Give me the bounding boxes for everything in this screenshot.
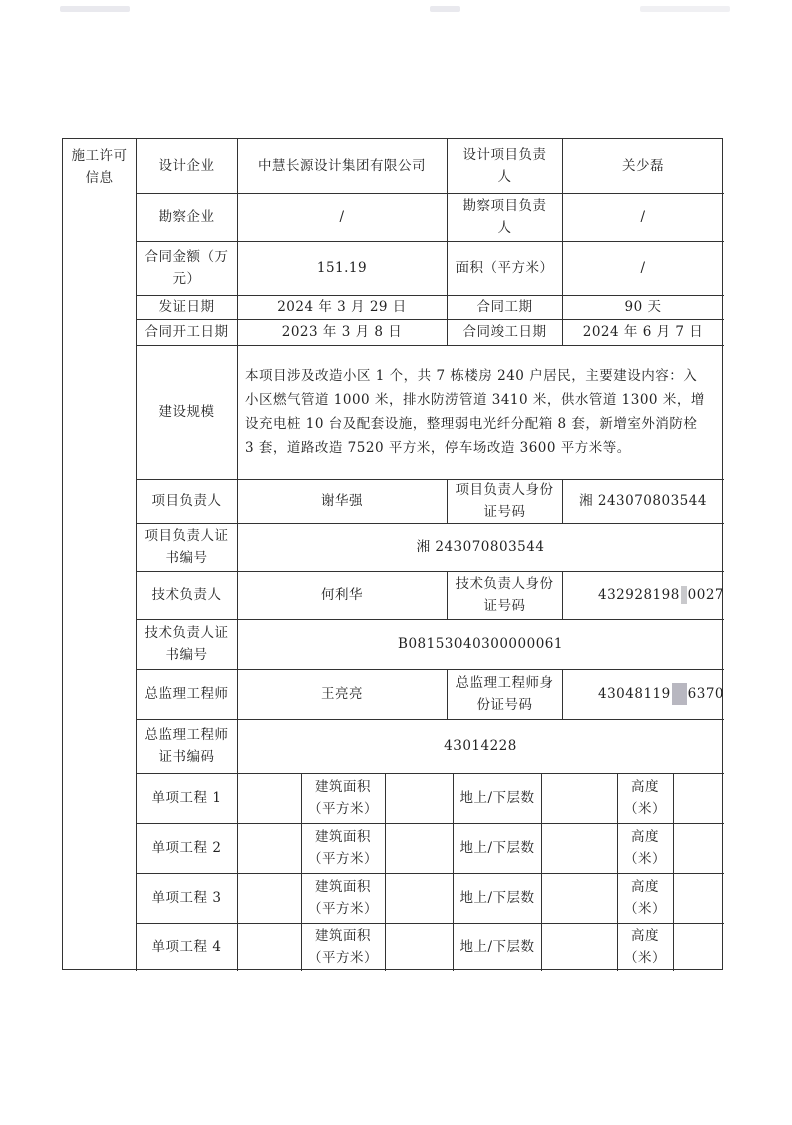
tech-lead-id-suffix: 0027 <box>687 587 724 603</box>
survey-company-value: / <box>339 209 345 225</box>
area-value: / <box>640 260 646 276</box>
survey-lead-value: / <box>640 209 646 225</box>
design-lead-value: 关少磊 <box>622 158 664 174</box>
sub-project-name: 单项工程 4 <box>151 939 222 955</box>
contract-amount-label: 合同金额（万元） <box>144 249 229 287</box>
tech-lead-label: 技术负责人 <box>151 587 222 603</box>
design-lead-label: 设计项目负责人 <box>462 147 547 185</box>
contract-period-label: 合同工期 <box>476 299 533 315</box>
height-label: 高度（米） <box>624 879 666 917</box>
floors-label: 地上/下层数 <box>459 840 535 856</box>
chief-supervisor-cert-label: 总监理工程师证书编码 <box>144 727 229 765</box>
design-company-label: 设计企业 <box>158 158 215 174</box>
tech-lead-id-prefix: 432928198 <box>598 587 680 603</box>
project-lead-label: 项目负责人 <box>151 493 222 509</box>
issue-date-value: 2024 年 3 月 29 日 <box>277 299 407 315</box>
building-area-label: 建筑面积（平方米） <box>308 928 378 966</box>
project-lead-cert-label: 项目负责人证书编号 <box>144 528 229 566</box>
issue-date-label: 发证日期 <box>158 299 215 315</box>
survey-company-label: 勘察企业 <box>158 209 215 225</box>
sub-project-name: 单项工程 2 <box>151 840 222 856</box>
chief-supervisor-id-suffix: 6370 <box>687 686 724 702</box>
height-label: 高度（米） <box>624 928 666 966</box>
chief-supervisor-id-prefix: 43048119 <box>598 686 671 702</box>
building-area-label: 建筑面积（平方米） <box>308 829 378 867</box>
redaction-block <box>672 683 687 705</box>
floors-label: 地上/下层数 <box>459 890 535 906</box>
design-company-value: 中慧长源设计集团有限公司 <box>258 158 426 174</box>
start-date-value: 2023 年 3 月 8 日 <box>281 324 403 340</box>
section-label: 施工许可信息 <box>71 148 128 186</box>
chief-supervisor-cert-value: 43014228 <box>444 738 517 754</box>
survey-lead-label: 勘察项目负责人 <box>462 198 547 236</box>
tech-lead-cert-value: B08153040300000061 <box>398 636 563 652</box>
sub-project-name: 单项工程 3 <box>151 890 222 906</box>
sub-project-name: 单项工程 1 <box>151 790 222 806</box>
project-lead-value: 谢华强 <box>321 493 363 509</box>
tech-lead-cert-label: 技术负责人证书编号 <box>144 625 229 663</box>
building-area-label: 建筑面积（平方米） <box>308 779 378 817</box>
building-area-label: 建筑面积（平方米） <box>308 879 378 917</box>
area-label: 面积（平方米） <box>455 260 554 276</box>
scan-artifact <box>640 6 730 12</box>
chief-supervisor-value: 王亮亮 <box>321 686 363 702</box>
project-lead-cert-value: 湘 243070803544 <box>416 539 545 555</box>
height-label: 高度（米） <box>624 779 666 817</box>
contract-period-value: 90 天 <box>624 299 662 315</box>
height-label: 高度（米） <box>624 829 666 867</box>
scale-value: 本项目涉及改造小区 1 个，共 7 栋楼房 240 户居民，主要建设内容：入小区燃气管道 1000 米，排水防涝管道 3410 米，供水管道 1300 米，增设充电桩 10 台及配套设施，整理弱电光纤分配箱 8 套，新增室外消防栓 3 套，道路改造 7520 平方米，停车场改造 3600 平方米等。 <box>245 368 705 456</box>
chief-supervisor-label: 总监理工程师 <box>144 686 229 702</box>
floors-label: 地上/下层数 <box>459 790 535 806</box>
chief-supervisor-id-value <box>562 669 724 719</box>
scan-artifact <box>60 6 130 12</box>
scale-label: 建设规模 <box>158 404 215 420</box>
floors-label: 地上/下层数 <box>459 939 535 955</box>
tech-lead-id-value <box>562 571 724 619</box>
redaction-block <box>681 586 687 604</box>
finish-date-label: 合同竣工日期 <box>462 324 547 340</box>
finish-date-value: 2024 年 6 月 7 日 <box>582 324 704 340</box>
project-lead-id-value: 湘 243070803544 <box>579 493 707 509</box>
start-date-label: 合同开工日期 <box>144 324 229 340</box>
construction-permit-table <box>62 138 723 970</box>
tech-lead-value: 何利华 <box>321 587 363 603</box>
scan-artifact <box>430 6 460 12</box>
chief-supervisor-id-label: 总监理工程师身份证号码 <box>455 675 554 713</box>
contract-amount-value: 151.19 <box>316 260 368 276</box>
project-lead-id-label: 项目负责人身份证号码 <box>455 482 554 520</box>
tech-lead-id-label: 技术负责人身份证号码 <box>455 576 554 614</box>
